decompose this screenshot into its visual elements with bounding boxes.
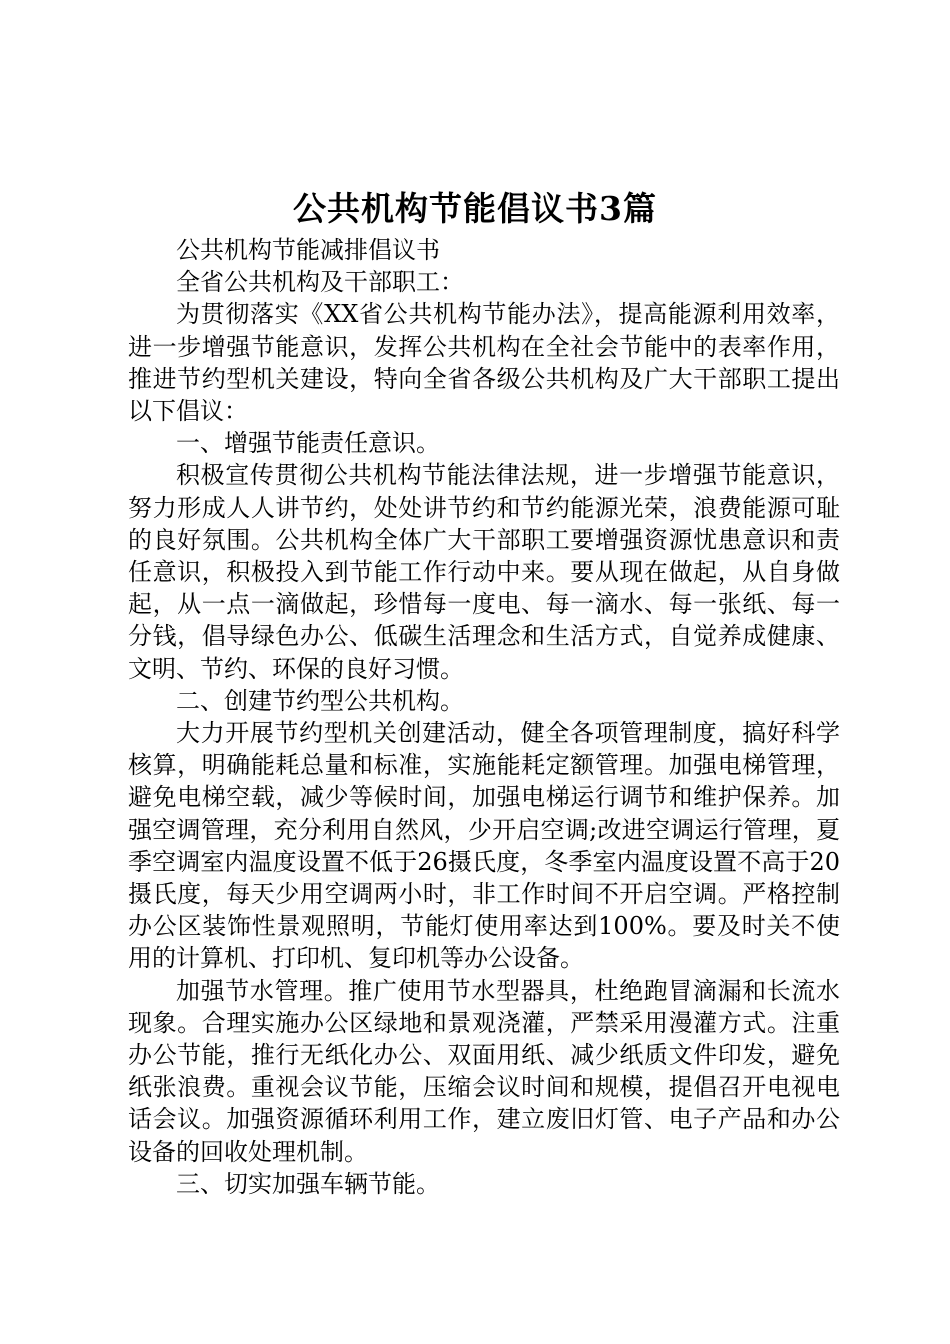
section-heading-3: 三、切实加强车辆节能。	[176, 1169, 440, 1198]
paragraph-subtitle: 公共机构节能减排倡议书	[176, 236, 440, 264]
paragraph-intro: 为贯彻落实《XX省公共机构节能办法》，提高能源利用效率，进一步增强节能意识，发挥公共机构在全社会节能中的表率作用，推进节约型机关建设，特向全省各级公共机构及广大干部职工提出以下倡议：	[128, 300, 840, 426]
paragraph-section-2a: 大力开展节约型机关创建活动，健全各项管理制度，搞好科学核算，明确能耗总量和标准，实施能耗定额管理。加强电梯管理，避免电梯空载，减少等候时间，加强电梯运行调节和维护保养。加强空调管理，充分利用自然风，少开启空调;改进空调运行管理，夏季空调室内温度设置不低于26摄氏度，冬季室内温度设置不高于20摄氏度，每天少用空调两小时，非工作时间不开启空调。严格控制办公区装饰性景观照明，节能灯使用率达到100%。要及时关不使用的计算机、打印机、复印机等办公设备。	[128, 719, 840, 973]
section-heading-2: 二、创建节约型公共机构。	[176, 686, 464, 715]
paragraph-section-1: 积极宣传贯彻公共机构节能法律法规，进一步增强节能意识，努力形成人人讲节约，处处讲节约和节约能源光荣，浪费能源可耻的良好氛围。公共机构全体广大干部职工要增强资源忧患意识和责任意识，积极投入到节能工作行动中来。要从现在做起，从自身做起，从一点一滴做起，珍惜每一度电、每一滴水、每一张纸、每一分钱，倡导绿色办公、低碳生活理念和生活方式，自觉养成健康、文明、节约、环保的良好习惯。	[128, 461, 840, 683]
paragraph-section-2b: 加强节水管理。推广使用节水型器具，杜绝跑冒滴漏和长流水现象。合理实施办公区绿地和景观浇灌，严禁采用漫灌方式。注重办公节能，推行无纸化办公、双面用纸、减少纸质文件印发，避免纸张浪费。重视会议节能，压缩会议时间和规模，提倡召开电视电话会议。加强资源循环利用工作，建立废旧灯管、电子产品和办公设备的回收处理机制。	[128, 976, 840, 1166]
paragraph-salutation: 全省公共机构及干部职工：	[176, 268, 464, 297]
document-title: 公共机构节能倡议书3篇	[293, 189, 657, 228]
section-heading-1: 一、增强节能责任意识。	[176, 429, 440, 458]
document-body	[128, 234, 840, 1200]
